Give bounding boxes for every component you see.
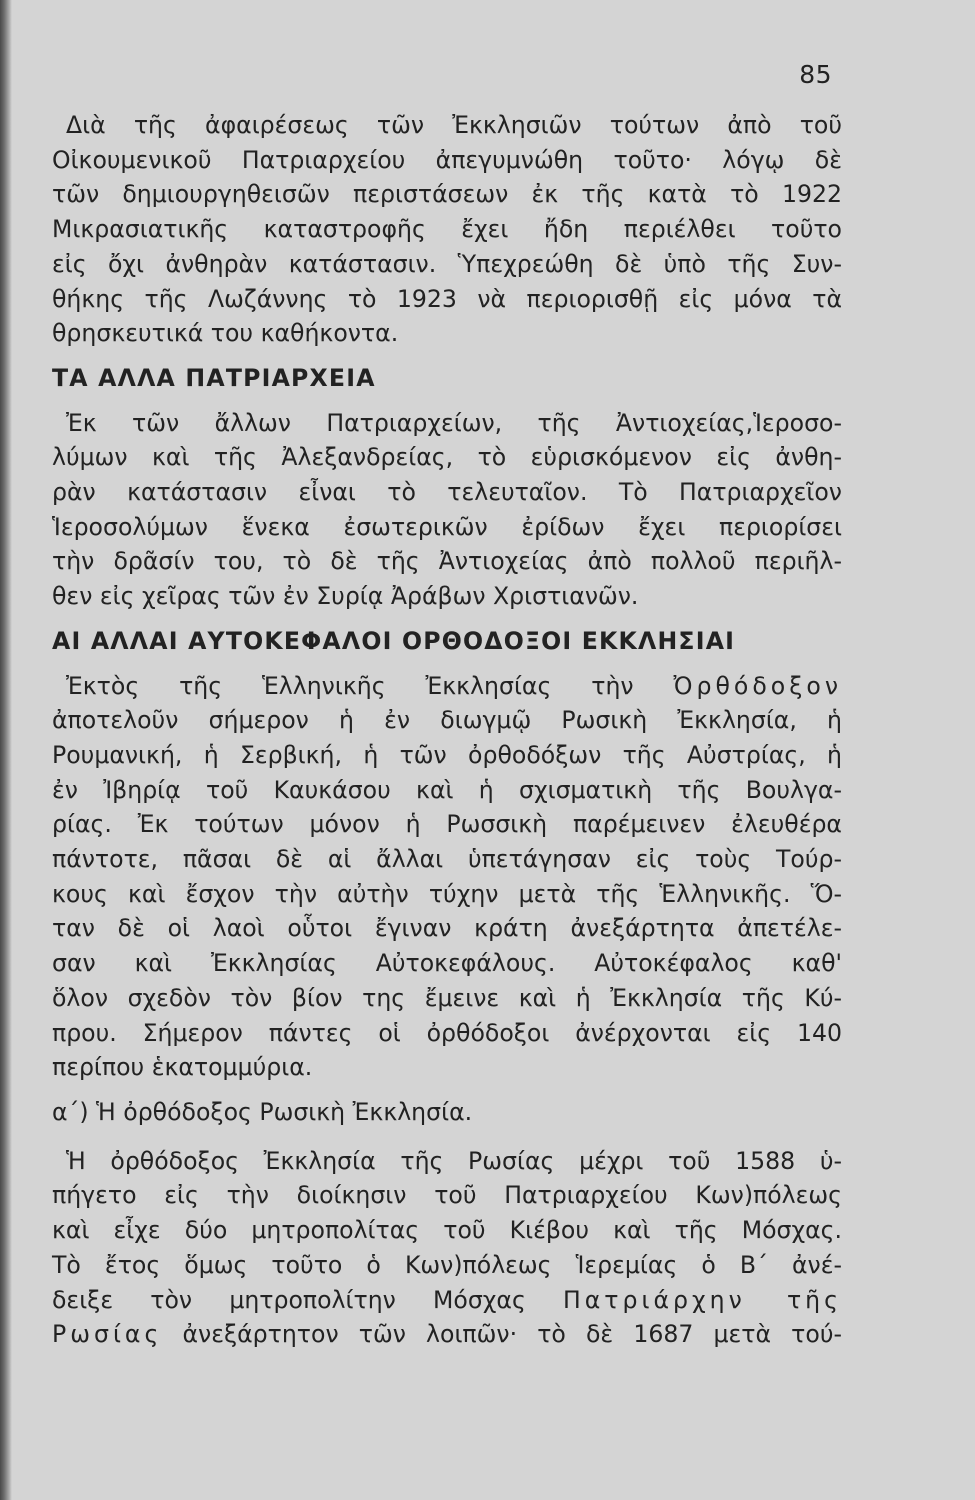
paragraph-russian-church xyxy=(52,1144,842,1352)
page-text xyxy=(52,108,842,1352)
text-line: καὶ εἶχε δύο μητροπολίτας τοῦ Κιέβου καὶ τῆς Μόσχας. xyxy=(52,1216,842,1245)
text-span: δειξε τὸν μητροπολίτην Μόσχας xyxy=(52,1285,564,1314)
text-line: Ἡ ὀρθόδοξος Ἐκκλησία τῆς Ρωσίας μέχρι τοῦ 1588 ὑ- xyxy=(66,1146,842,1175)
page-binding-edge xyxy=(0,0,12,1500)
text-line: ὅλον σχεδὸν τὸν βίον της ἔμεινε καὶ ἡ Ἐκκλησία τῆς Κύ- xyxy=(52,983,842,1012)
spaced-text: Ρωσίας xyxy=(52,1320,163,1349)
text-line: θήκης τῆς Λωζάννης τὸ 1923 νὰ περιορισθῇ εἰς μόνα τὰ xyxy=(52,284,842,313)
text-line: εἰς ὄχι ἀνθηρὰν κατάστασιν. Ὑπεχρεώθη δὲ ὑπὸ τῆς Συν- xyxy=(52,249,842,278)
text-line: ταν δὲ οἱ λαοὶ οὗτοι ἔγιναν κράτη ἀνεξάρτητα ἀπετέλε- xyxy=(52,914,842,943)
text-span: Ἐκτὸς τῆς Ἑλληνικῆς Ἐκκλησίας τὴν xyxy=(66,671,674,700)
text-line: Διὰ τῆς ἀφαιρέσεως τῶν Ἐκκλησιῶν τούτων ἀπὸ τοῦ xyxy=(66,111,842,139)
subheading-russian-church: α΄) Ἡ ὀρθόδοξος Ρωσικὴ Ἐκκλησία. xyxy=(52,1097,473,1126)
text-line: κους καὶ ἔσχον τὴν αὐτὴν τύχην μετὰ τῆς Ἑλληνικῆς. Ὅ- xyxy=(52,879,842,908)
text-line: ἐν Ἰβηρίᾳ τοῦ Καυκάσου καὶ ἡ σχισματικὴ τῆς Βουλγα- xyxy=(52,775,842,804)
text-line: πάντοτε, πᾶσαι δὲ αἱ ἄλλαι ὑπετάγησαν εἰς τοὺς Τούρ- xyxy=(52,845,842,874)
text-line xyxy=(52,1317,842,1352)
text-line: Ρουμανική, ἡ Σερβική, ἡ τῶν ὀρθοδόξων τῆς Αὐστρίας, ἡ xyxy=(52,740,842,769)
paragraph-other-patriarchates xyxy=(52,406,842,614)
text-line: σαν καὶ Ἐκκλησίας Αὐτοκεφάλους. Αὐτοκέφαλος καθ' xyxy=(52,949,842,978)
text-line xyxy=(52,1283,842,1318)
text-line: ἀποτελοῦν σήμερον ἡ ἐν διωγμῷ Ρωσικὴ Ἐκκλησία, ἡ xyxy=(52,706,842,735)
text-line: πρου. Σήμερον πάντες οἱ ὀρθόδοξοι ἀνέρχονται εἰς 140 xyxy=(52,1018,842,1047)
section-heading-other-patriarchates: ΤΑ ΑΛΛΑ ΠΑΤΡΙΑΡΧΕΙΑ xyxy=(52,363,376,392)
text-line: Τὸ ἔτος ὅμως τοῦτο ὁ Κων)πόλεως Ἱερεμίας ὁ Β΄ ἀνέ- xyxy=(52,1250,842,1279)
text-line: πήγετο εἰς τὴν διοίκησιν τοῦ Πατριαρχείου Κων)πόλεως xyxy=(52,1181,842,1210)
text-line: θρησκευτικά του καθήκοντα. xyxy=(52,319,399,348)
spaced-text: Πατριάρχην τῆς xyxy=(563,1285,842,1314)
text-line: λύμων καὶ τῆς Ἀλεξανδρείας, τὸ εὑρισκόμενον εἰς ἀνθη- xyxy=(52,443,842,472)
paragraph-intro xyxy=(52,108,842,351)
text-span: ἀνεξάρτητον τῶν λοιπῶν· τὸ δὲ 1687 μετὰ τού- xyxy=(162,1320,842,1349)
text-line: ρὰν κατάστασιν εἶναι τὸ τελευταῖον. Τὸ Πατριαρχεῖον xyxy=(52,478,842,507)
text-line: Οἰκουμενικοῦ Πατριαρχείου ἀπεγυμνώθη τοῦτο· λόγῳ δὲ xyxy=(52,145,842,174)
paragraph-autocephalous-churches xyxy=(52,669,842,1085)
text-line: Μικρασιατικῆς καταστροφῆς ἔχει ἤδη περιέλθει τοῦτο xyxy=(52,215,842,244)
page-number: 85 xyxy=(799,60,832,89)
text-line: περίπου ἑκατομμύρια. xyxy=(52,1053,313,1082)
text-line: Ἐκ τῶν ἄλλων Πατριαρχείων, τῆς Ἀντιοχείας,Ἱεροσο- xyxy=(66,408,842,437)
text-line: θεν εἰς χεῖρας τῶν ἐν Συρίᾳ Ἀράβων Χριστιανῶν. xyxy=(52,582,639,611)
text-line: Ἱεροσολύμων ἕνεκα ἐσωτερικῶν ἐρίδων ἔχει περιορίσει xyxy=(52,512,842,541)
section-heading-autocephalous-churches: ΑΙ ΑΛΛΑΙ ΑΥΤΟΚΕΦΑΛΟΙ ΟΡΘΟΔΟΞΟΙ ΕΚΚΛΗΣΙΑΙ xyxy=(52,626,736,655)
text-line: τὴν δρᾶσίν του, τὸ δὲ τῆς Ἀντιοχείας ἀπὸ πολλοῦ περιῆλ- xyxy=(52,547,842,576)
text-line: ρίας. Ἐκ τούτων μόνον ἡ Ρωσσικὴ παρέμεινεν ἐλευθέρα xyxy=(52,810,842,839)
text-line: τῶν δημιουργηθεισῶν περιστάσεων ἐκ τῆς κατὰ τὸ 1922 xyxy=(52,180,842,209)
text-line xyxy=(52,669,842,704)
spaced-text: Ὀρθόδοξον xyxy=(673,671,842,700)
